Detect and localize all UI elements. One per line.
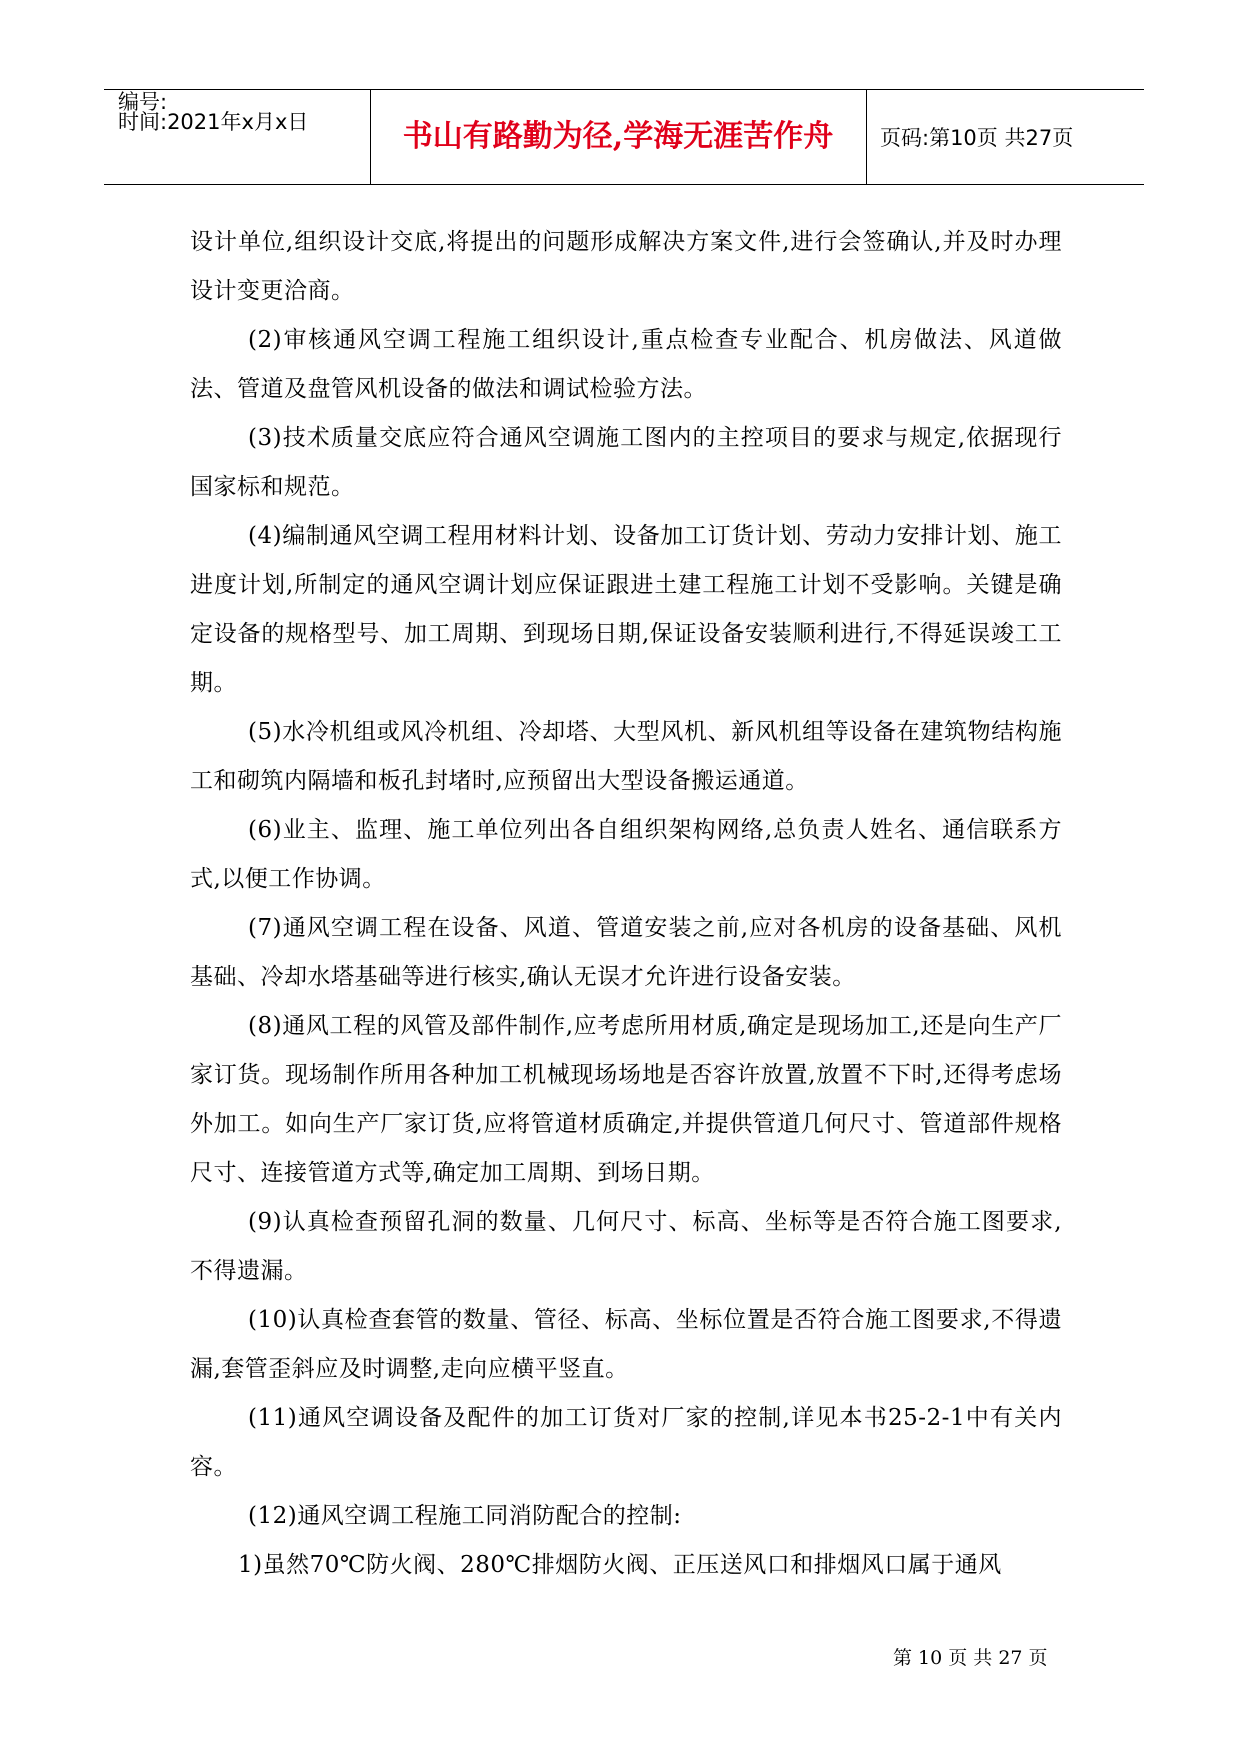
paragraph-item-7: (7)通风空调工程在设备、风道、管道安装之前,应对各机房的设备基础、风机基础、冷却水塔基础等进行核实,确认无误才允许进行设备安装。 [190, 915, 1062, 990]
paragraph-item-12: (12)通风空调工程施工同消防配合的控制: [248, 1503, 682, 1529]
paragraph-item-11: (11)通风空调设备及配件的加工订货对厂家的控制,详见本书25-2-1中有关内容。 [190, 1405, 1062, 1480]
paragraph-item-8: (8)通风工程的风管及部件制作,应考虑所用材质,确定是现场加工,还是向生产厂家订货。现场制作所用各种加工机械现场场地是否容许放置,放置不下时,还得考虑场外加工。如向生产厂家订货,应将管道材质确定,并提供管道几何尺寸、管道部件规格尺寸、连接管道方式等,确定加工周期、到场日期。 [190, 1013, 1062, 1186]
page-header [104, 89, 1144, 185]
paragraph-item-3: (3)技术质量交底应符合通风空调施工图内的主控项目的要求与规定,依据现行国家标和规范。 [190, 425, 1062, 500]
page-footer-number: 第 10 页 共 27 页 [893, 1647, 1048, 1669]
paragraph-subitem-1: 1)虽然70℃防火阀、280℃排烟防火阀、正压送风口和排烟风口属于通风 [238, 1552, 1002, 1578]
document-body [190, 218, 1062, 1590]
paragraph-item-6: (6)业主、监理、施工单位列出各自组织架构网络,总负责人姓名、通信联系方式,以便工作协调。 [190, 817, 1062, 892]
paragraph-item-9: (9)认真检查预留孔洞的数量、几何尺寸、标高、坐标等是否符合施工图要求,不得遗漏。 [190, 1209, 1062, 1284]
document-time-label: 时间:2021年x月x日 [118, 110, 309, 134]
header-page-info: 页码:第10页 共27页 [880, 126, 1074, 150]
header-right-cell [866, 90, 1144, 184]
header-middle-cell [370, 90, 867, 184]
paragraph-item-10: (10)认真检查套管的数量、管径、标高、坐标位置是否符合施工图要求,不得遗漏,套管歪斜应及时调整,走向应横平竖直。 [190, 1307, 1062, 1382]
paragraph-item-2: (2)审核通风空调工程施工组织设计,重点检查专业配合、机房做法、风道做法、管道及盘管风机设备的做法和调试检验方法。 [190, 327, 1062, 402]
paragraph-continuation: 设计单位,组织设计交底,将提出的问题形成解决方案文件,进行会签确认,并及时办理设计变更洽商。 [190, 229, 1062, 304]
paragraph-item-4: (4)编制通风空调工程用材料计划、设备加工订货计划、劳动力安排计划、施工进度计划,所制定的通风空调计划应保证跟进土建工程施工计划不受影响。关键是确定设备的规格型号、加工周期、到现场日期,保证设备安装顺利进行,不得延误竣工工期。 [190, 523, 1062, 696]
header-motto: 书山有路勤为径,学海无涯苦作舟 [402, 119, 834, 154]
document-number-label: 编号: [118, 90, 168, 114]
paragraph-item-5: (5)水冷机组或风冷机组、冷却塔、大型风机、新风机组等设备在建筑物结构施工和砌筑内隔墙和板孔封堵时,应预留出大型设备搬运通道。 [190, 719, 1062, 794]
header-left-cell [104, 90, 371, 184]
